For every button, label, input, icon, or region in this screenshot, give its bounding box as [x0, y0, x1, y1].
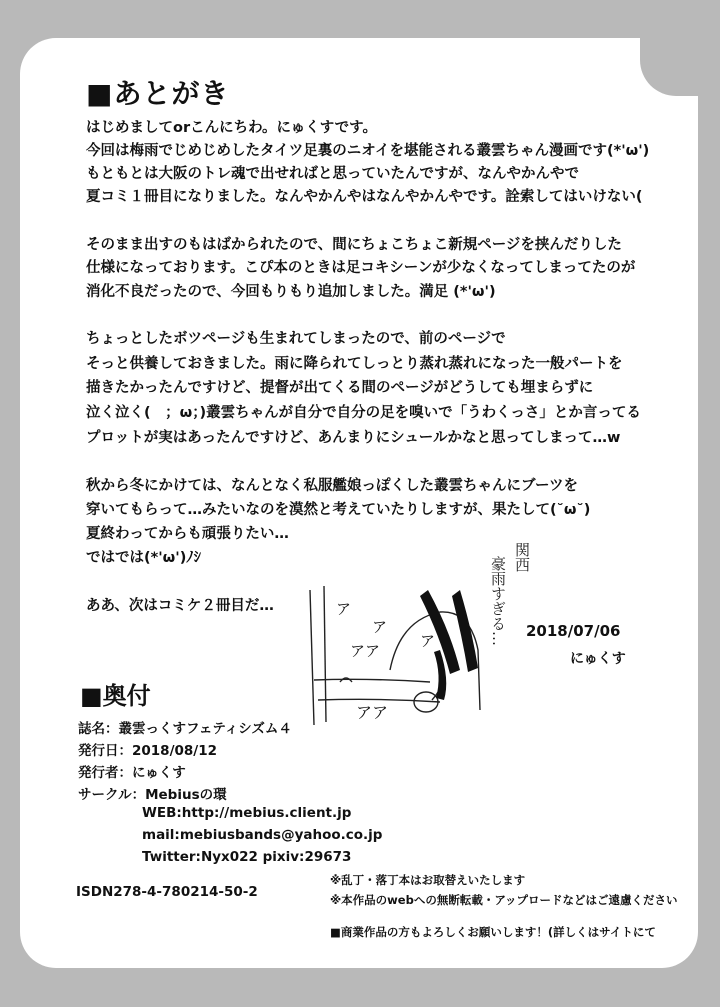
afterword-signature: にゅくす	[570, 651, 626, 667]
colophon-note: ※本作品のwebへの無断転載・アップロードなどはご遠慮ください	[330, 893, 678, 907]
afterword-line: 描きたかったんですけど、提督が出てくる間のページがどうしても埋まらずに	[86, 380, 594, 396]
colophon-note: ■商業作品の方もよろしくお願いします！(詳しくはサイトにて	[330, 925, 656, 939]
afterword-line: 穿いてもらって…みたいなのを漠然と考えていたりしますが、果たして(˘ω˘)	[86, 502, 591, 518]
afterword-line: 夏終わってからも頑張りたい…	[86, 526, 289, 542]
afterword-line: ではでは(*'ω')ﾉｼ	[86, 550, 201, 566]
sketch-sound-effect: アア	[356, 703, 389, 722]
colophon-isdn: ISDN278-4-780214-50-2	[76, 884, 258, 900]
afterword-line: そっと供養しておきました。雨に降られてしっとり蒸れ蒸れになった一般パートを	[86, 356, 623, 372]
sketch-sound-effect: ア	[336, 600, 352, 618]
colophon-circle: サークル：Mebiusの環	[78, 787, 227, 803]
afterword-date: 2018/07/06	[526, 622, 621, 640]
afterword-line: 仕様になっております。こぴ本のときは足コキシーンが少なくなってしまってたのが	[86, 260, 636, 276]
sketch-vertical-text: 関西	[513, 542, 531, 572]
colophon-heading: ■奥付	[80, 682, 151, 710]
afterword-line: 消化不良だったので、今回もりもり追加しました。満足 (*'ω')	[86, 284, 496, 300]
sketch-sound-effect: ア	[420, 632, 436, 650]
afterword-line: そのまま出すのもはばかられたので、間にちょこちょこ新規ページを挟んだりした	[86, 237, 622, 253]
afterword-line: もともとは大阪のトレ魂で出せればと思っていたんですが、なんやかんやで	[86, 166, 579, 182]
afterword-line: ああ、次はコミケ２冊目だ…	[86, 598, 274, 614]
afterword-line: 泣く泣く( ；ω；)叢雲ちゃんが自分で自分の足を嗅いで「うわくっさ」とか言ってる	[86, 405, 641, 421]
afterword-line: 夏コミ１冊目になりました。なんやかんやはなんやかんやです。詮索してはいけない(	[86, 189, 643, 205]
sketch-sound-effect: アア	[350, 642, 381, 660]
colophon-date: 発行日：2018/08/12	[78, 743, 218, 759]
afterword-line: 今回は梅雨でじめじめしたタイツ足裏のニオイを堪能される叢雲ちゃん漫画です(*'ω')	[86, 143, 650, 159]
sketch-sound-effect: ア	[372, 618, 388, 636]
colophon-title: 誌名：叢雲っくすフェティシズム４	[78, 721, 292, 737]
colophon-publisher: 発行者：にゅくす	[78, 765, 186, 781]
afterword-line: はじめましてorこんにちわ。にゅくすです。	[86, 120, 378, 136]
afterword-line: 秋から冬にかけては、なんとなく私服艦娘っぽくした叢雲ちゃんにブーツを	[86, 478, 578, 494]
afterword-heading: ■あとがき	[86, 77, 230, 110]
afterword-line: プロットが実はあったんですけど、あんまりにシュールかなと思ってしまって…w	[86, 430, 621, 446]
colophon-social: Twitter:Nyx022 pixiv:29673	[142, 849, 352, 865]
colophon-mail: mail:mebiusbands@yahoo.co.jp	[142, 827, 383, 843]
colophon-note: ※乱丁・落丁本はお取替えいたします	[330, 873, 526, 887]
afterword-line: ちょっとしたボツページも生まれてしまったので、前のページで	[86, 331, 506, 347]
colophon-web: WEB:http://mebius.client.jp	[142, 805, 352, 821]
sketch-vertical-text: 豪雨すぎる…	[489, 556, 507, 646]
